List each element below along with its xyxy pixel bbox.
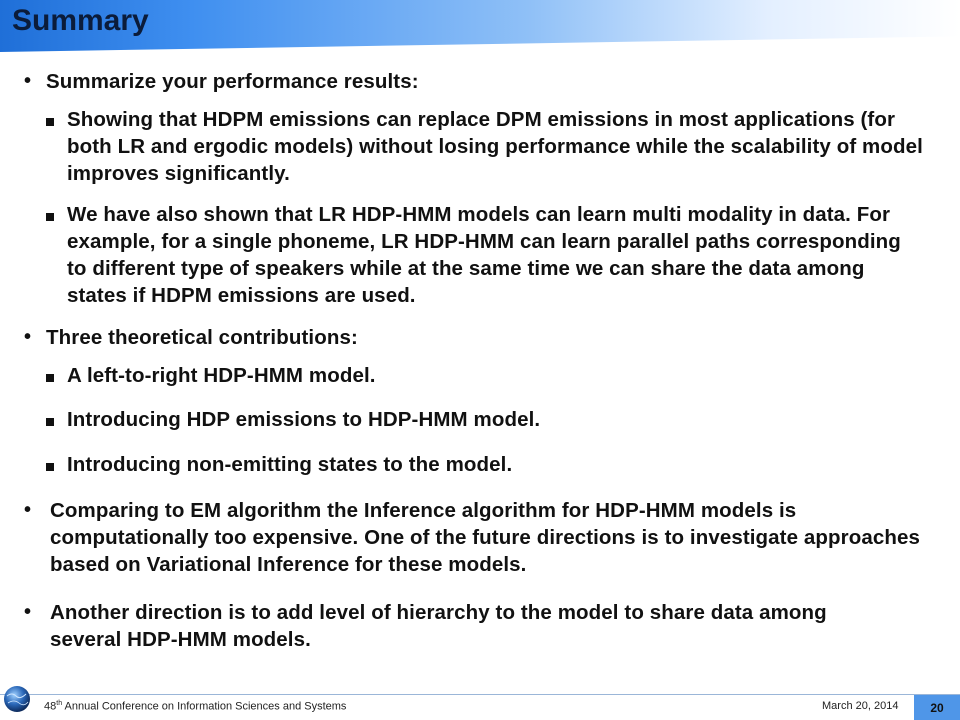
footer-date: March 20, 2014 <box>822 700 899 712</box>
subbullet-text: We have also shown that LR HDP-HMM models can learn multi modality in data. For example, for a single phoneme, LR HDP-HMM can learn parallel paths corresponding to different type of speakers while at the same time we can share the data among states if HDPM emissions are used. <box>67 203 901 307</box>
bullet-text: Summarize your performance results: <box>46 70 419 93</box>
square-bullet-icon <box>46 362 54 389</box>
subbullet-hdp-emissions <box>46 406 926 433</box>
subbullet-text: Showing that HDPM emissions can replace DPM emissions in most applications (for both LR and ergodic models) without losing performance while the scalability of model improves significantly. <box>67 108 923 185</box>
conference-number: 48 <box>44 700 57 713</box>
bullet-em-comparison <box>24 497 924 578</box>
bullet-hierarchy <box>24 599 924 653</box>
subbullet-text: A left-to-right HDP-HMM model. <box>67 364 376 387</box>
globe-logo-icon <box>2 684 32 714</box>
bullet-icon: • <box>24 499 32 521</box>
bullet-text: Three theoretical contributions: <box>46 326 358 349</box>
conference-suffix: th <box>56 700 63 707</box>
conference-name: Annual Conference on Information Sciences and Systems <box>62 700 347 713</box>
subbullet-text: Introducing non-emitting states to the model. <box>67 453 513 476</box>
square-bullet-icon <box>46 451 54 478</box>
footer-divider <box>0 694 960 695</box>
subbullet-hdpm <box>46 106 926 187</box>
square-bullet-icon <box>46 406 54 433</box>
subbullet-text: Introducing HDP emissions to HDP-HMM model. <box>67 408 541 431</box>
subbullet-non-emitting <box>46 451 926 478</box>
subbullet-multimodality <box>46 201 926 309</box>
bullet-performance <box>24 68 924 95</box>
page-number: 20 <box>914 695 960 720</box>
footer-conference <box>44 700 346 713</box>
bullet-icon: • <box>24 601 32 623</box>
square-bullet-icon <box>46 106 54 133</box>
bullet-contributions <box>24 324 924 351</box>
slide-title: Summary <box>12 4 149 37</box>
subbullet-lr-model <box>46 362 926 389</box>
bullet-icon: • <box>24 70 32 92</box>
square-bullet-icon <box>46 201 54 228</box>
bullet-icon: • <box>24 326 32 348</box>
bullet-text: Comparing to EM algorithm the Inference algorithm for HDP-HMM models is computationally too expensive. One of the future directions is to investigate approaches based on Variational Inference for these models. <box>50 499 920 576</box>
bullet-text: Another direction is to add level of hierarchy to the model to share data among several HDP-HMM models. <box>50 601 827 651</box>
